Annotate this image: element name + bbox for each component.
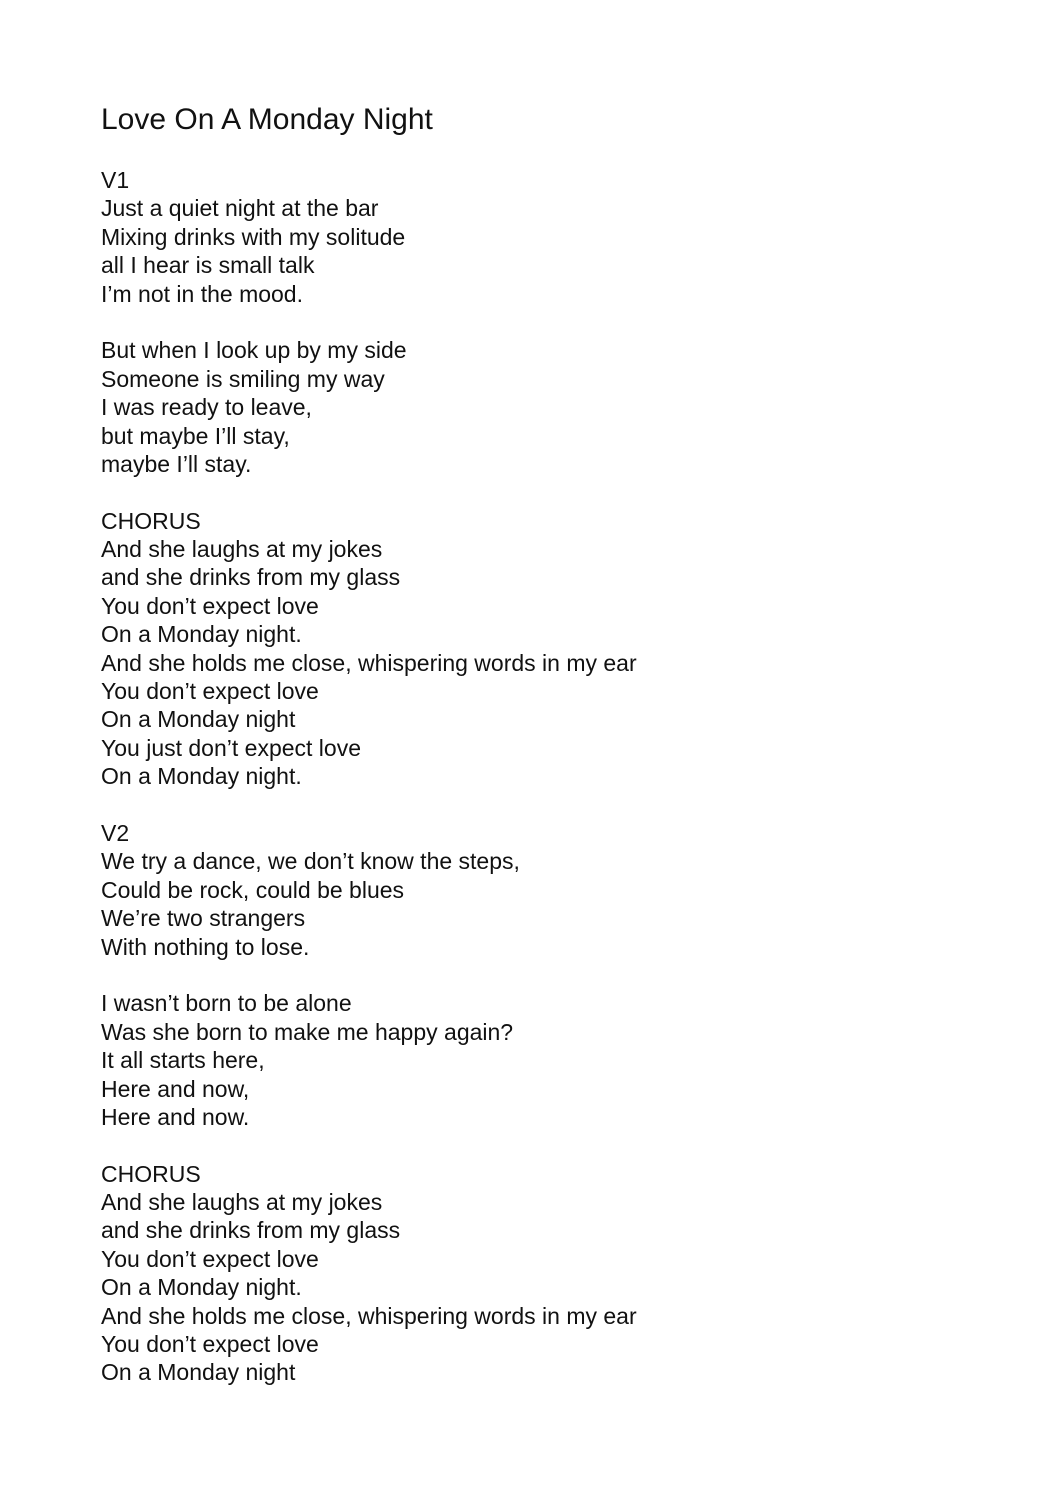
stanza-break — [101, 791, 1001, 819]
lyric-line: all I hear is small talk — [101, 252, 315, 279]
section-heading: V2 — [101, 819, 130, 846]
lyric-line: You don’t expect love — [101, 678, 319, 705]
lyric-line: We try a dance, we don’t know the steps, — [101, 848, 520, 875]
lyric-line: I’m not in the mood. — [101, 280, 303, 307]
lyric-line: Could be rock, could be blues — [101, 876, 405, 903]
lyric-line: Just a quiet night at the bar — [101, 195, 379, 222]
lyric-line: I was ready to leave, — [101, 394, 312, 421]
lyric-line: maybe I’ll stay. — [101, 450, 252, 477]
lyric-line: and she drinks from my glass — [101, 564, 401, 591]
lyric-line: You don’t expect love — [101, 1245, 319, 1272]
lyric-line: Was she born to make me happy again? — [101, 1018, 514, 1045]
lyric-line: and she drinks from my glass — [101, 1217, 401, 1244]
lyric-line: You don’t expect love — [101, 1331, 319, 1358]
lyric-line: but maybe I’ll stay, — [101, 422, 290, 449]
lyric-line: It all starts here, — [101, 1047, 265, 1074]
lyric-line: And she holds me close, whispering words in my ear — [101, 649, 637, 676]
lyric-line: And she laughs at my jokes — [101, 1189, 383, 1216]
section-heading: V1 — [101, 167, 130, 193]
lyric-line: You don’t expect love — [101, 592, 319, 619]
lyric-line: And she holds me close, whispering words in my ear — [101, 1302, 637, 1329]
lyric-line: On a Monday night. — [101, 763, 302, 790]
stanza-break — [101, 1131, 1001, 1159]
stanza-break — [101, 961, 1001, 989]
lyric-line: On a Monday night — [101, 1359, 296, 1386]
stanza-break — [101, 478, 1001, 506]
lyrics-body — [101, 166, 1001, 1387]
lyric-line: On a Monday night. — [101, 1274, 302, 1301]
lyric-line: Here and now, — [101, 1075, 250, 1102]
lyric-line: But when I look up by my side — [101, 337, 407, 364]
lyric-line: On a Monday night — [101, 706, 296, 733]
lyric-line: You just don’t expect love — [101, 734, 361, 761]
lyric-line: Someone is smiling my way — [101, 365, 385, 392]
lyric-line: And she laughs at my jokes — [101, 536, 383, 563]
lyric-line: With nothing to lose. — [101, 933, 310, 960]
page-title: Love On A Monday Night — [101, 103, 433, 136]
section-heading: CHORUS — [101, 1160, 201, 1187]
lyric-line: I wasn’t born to be alone — [101, 990, 352, 1017]
section-heading: CHORUS — [101, 507, 201, 534]
lyric-line: We’re two strangers — [101, 905, 306, 932]
stanza-break — [101, 308, 1001, 336]
lyric-line: On a Monday night. — [101, 621, 302, 648]
lyric-line: Mixing drinks with my solitude — [101, 223, 406, 250]
lyric-line: Here and now. — [101, 1103, 250, 1130]
